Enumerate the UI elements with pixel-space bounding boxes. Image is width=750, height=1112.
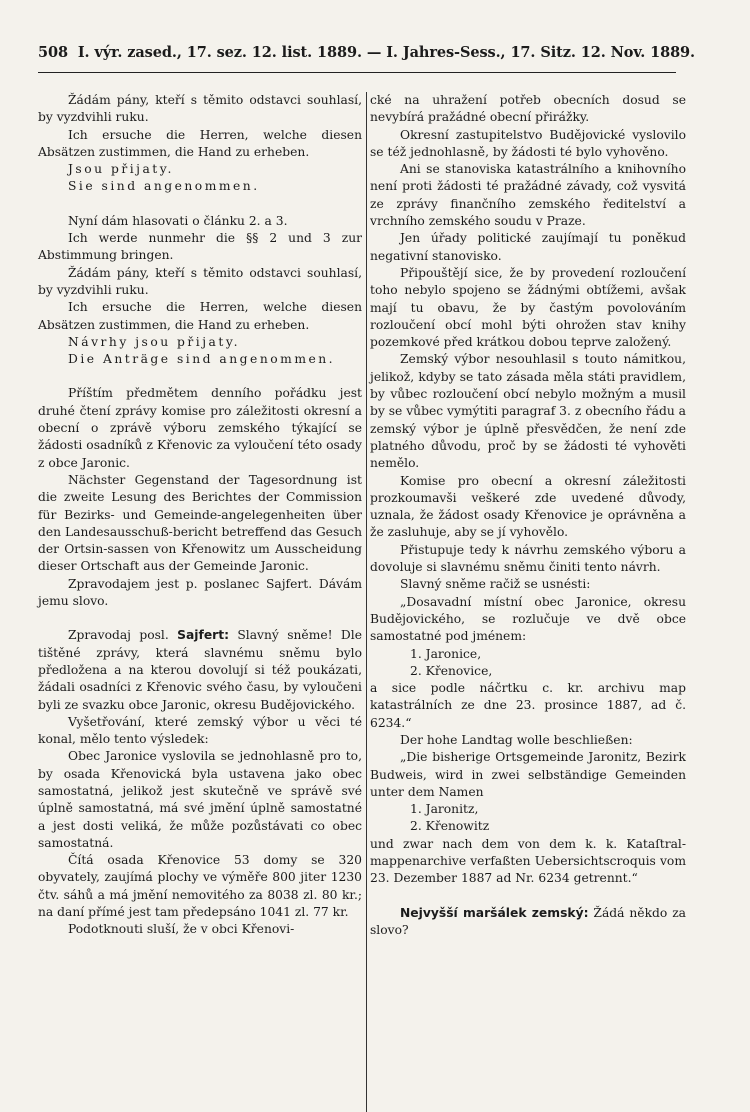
paragraph: Die Anträge sind angenommen. [68,352,336,367]
paragraph: Přistupuje tedy k návrhu zemského výboru a dovoluje si slavnému sněmu činiti tento návrh. [370,542,686,575]
paragraph: Okresní zastupitelstvo Budějovické vyslovilo se též jednohlasně, by žádosti té bylo vyhověno. [370,127,686,159]
list-item: 2. Křenovice, [410,663,493,678]
speech-text: Slavný sněme! Dle tištěné zprávy, která slavnému sněmu bylo předložena a na kterou dovolují si též poukázati, žádali osadníci z Křenovic svého času, by vyloučeni byli ze svazku obce Jaronic, okresu Budějovického. [38,628,362,712]
paragraph: Ich ersuche die Herren, welche diesen Absätzen zustimmen, die Hand zu erheben. [38,127,362,159]
paragraph: „Dosavadní místní obec Jaronice, okresu Budějovického, se rozlučuje ve dvě obce samostatné pod jménem: [370,594,686,644]
page-number: 508 [38,44,68,61]
paragraph: Návrhy jsou přijaty. [68,334,241,349]
left-column [38,92,362,939]
paragraph: „Die bisherige Ortsgemeinde Jaronitz, Bezirk Budweis, wird in zwei selbständige Gemeinden unter dem Namen [370,750,686,799]
paragraph: Nyní dám hlasovati o článku 2. a 3. [68,213,288,228]
list-item: 1. Jaronice, [410,646,482,661]
speaker-prefix: Zpravodaj posl. [68,628,178,643]
speaker-paragraph [38,627,362,713]
list-item: 2. Křenowitz [410,819,490,834]
paragraph: Jsou přijaty. [68,162,174,177]
paragraph: Ich werde nunmehr die §§ 2 und 3 zur Abstimmung bringen. [38,231,362,263]
paragraph: Slavný sněme račiž se usnésti: [400,577,591,592]
paragraph: Ich ersuche die Herren, welche diesen Absätzen zustimmen, die Hand zu erheben. [38,300,362,332]
paragraph: Podotknouti sluší, že v obci Křenovi- [68,922,295,937]
paragraph: und zwar nach dem von dem k. k. Kataſtral-mappenarchive verfaßten Uebersichtscroquis vom 23. Dezember 1887 ad Nr. 6234 getrennt.“ [370,836,686,886]
paragraph: Žádám pány, kteří s těmito odstavci souhlasí, by vyzdvihli ruku. [38,265,362,297]
paragraph: Vyšetřování, které zemský výbor u věci té konal, mělo tento výsledek: [38,714,362,747]
speaker-paragraph [370,905,686,940]
paragraph: Příštím předmětem denního pořádku jest druhé čtení zprávy komise pro záležitosti okresní a obecní o zprávě výboru zemského týkající se žádosti osadníků z Křenovic za vyloučení této osady z obce Jaronic. [38,386,362,470]
header-title: I. výr. zased., 17. sez. 12. list. 1889. — I. Jahres-Sess., 17. Sitz. 12. Nov. 1889. [77,44,695,61]
paragraph: Připouštějí sice, že by provedení rozloučení toho nebylo spojeno se žádnými obtížemi, avšak mají tu obavu, že by častým povolováním rozloučení obcí mohl býti ohrožen stav knihy pozemkové před krátkou dobou teprve založený. [370,265,686,350]
paragraph: Sie sind angenommen. [68,179,260,194]
paragraph: Zpravodajem jest p. poslanec Sajfert. Dávám jemu slovo. [38,576,362,609]
column-divider [366,92,367,1112]
speech-text: Žádá někdo za slovo? [370,905,687,937]
paragraph: Žádám pány, kteří s těmito odstavci souhlasí, by vyzdvihli ruku. [38,93,362,125]
right-column [370,92,686,939]
speaker-name: Nejvyšší maršálek zemský: [400,905,589,920]
paragraph: Ani se stanoviska katastrálního a knihovního není proti žádosti té pražádné závady, což vysvitá ze zprávy finančního zemského ředitelství a vrchního zemského soudu v Praze. [370,162,686,229]
list-item: 1. Jaronitz, [410,802,479,817]
paragraph: Komise pro obecní a okresní záležitosti prozkoumavši veškeré zde uvedené důvody, uznala, že žádost osady Křenovice je oprávněna a že zasluhuje, aby se jí vyhovělo. [370,473,686,540]
page-header [38,44,695,61]
paragraph: Jen úřady politické zaujímají tu poněkud negativní stanovisko. [370,231,686,263]
paragraph: Čítá osada Křenovice 53 domy se 320 obyvately, zaujímá plochy ve výměře 800 jiter 1230 čtv. sáhů a má jmění nemovitého za 8038 zl. 80 kr.; na daní přímé jest tam předepsáno 1041 zl. 77 kr. [38,853,362,920]
paragraph: a sice podle náčrtku c. kr. archivu map katastrálních ze dne 23. prosince 1887, ad č. 6234.“ [370,681,686,730]
paragraph: Obec Jaronice vyslovila se jednohlasně pro to, by osada Křenovická byla ustavena jako obec samostatná, jelikož jest skutečně ve správě své úplně samostatná, má své jmění úplně samostatné a jest dosti veliká, že může pozůstávati co obec samostatná. [38,749,362,850]
header-rule [38,72,676,73]
paragraph: Zemský výbor nesouhlasil s touto námitkou, jelikož, kdyby se tato zásada měla státi pravidlem, by vůbec rozloučení obcí nebylo možným a musil by se vůbec vymýtiti paragraf 3. z obecního řádu a zemský výbor je úplně přesvědčen, že není zde platného důvodu, proč by se žádosti té vyhověti nemělo. [370,352,686,471]
paragraph: Nächster Gegenstand der Tagesordnung ist die zweite Lesung des Berichtes der Commission für Bezirks- und Gemeinde-angelegenheiten über den Landesausschuß-bericht betreffend das Gesuch der Ortsin-sassen von Křenowitz um Ausscheidung dieser Ortschaft aus der Gemeinde Jaronic. [38,472,362,574]
paragraph: cké na uhražení potřeb obecních dosud se nevybírá pražádné obecní přirážky. [370,93,686,125]
paragraph: Der hohe Landtag wolle beschließen: [400,732,633,747]
speaker-name: Sajfert: [177,628,230,643]
